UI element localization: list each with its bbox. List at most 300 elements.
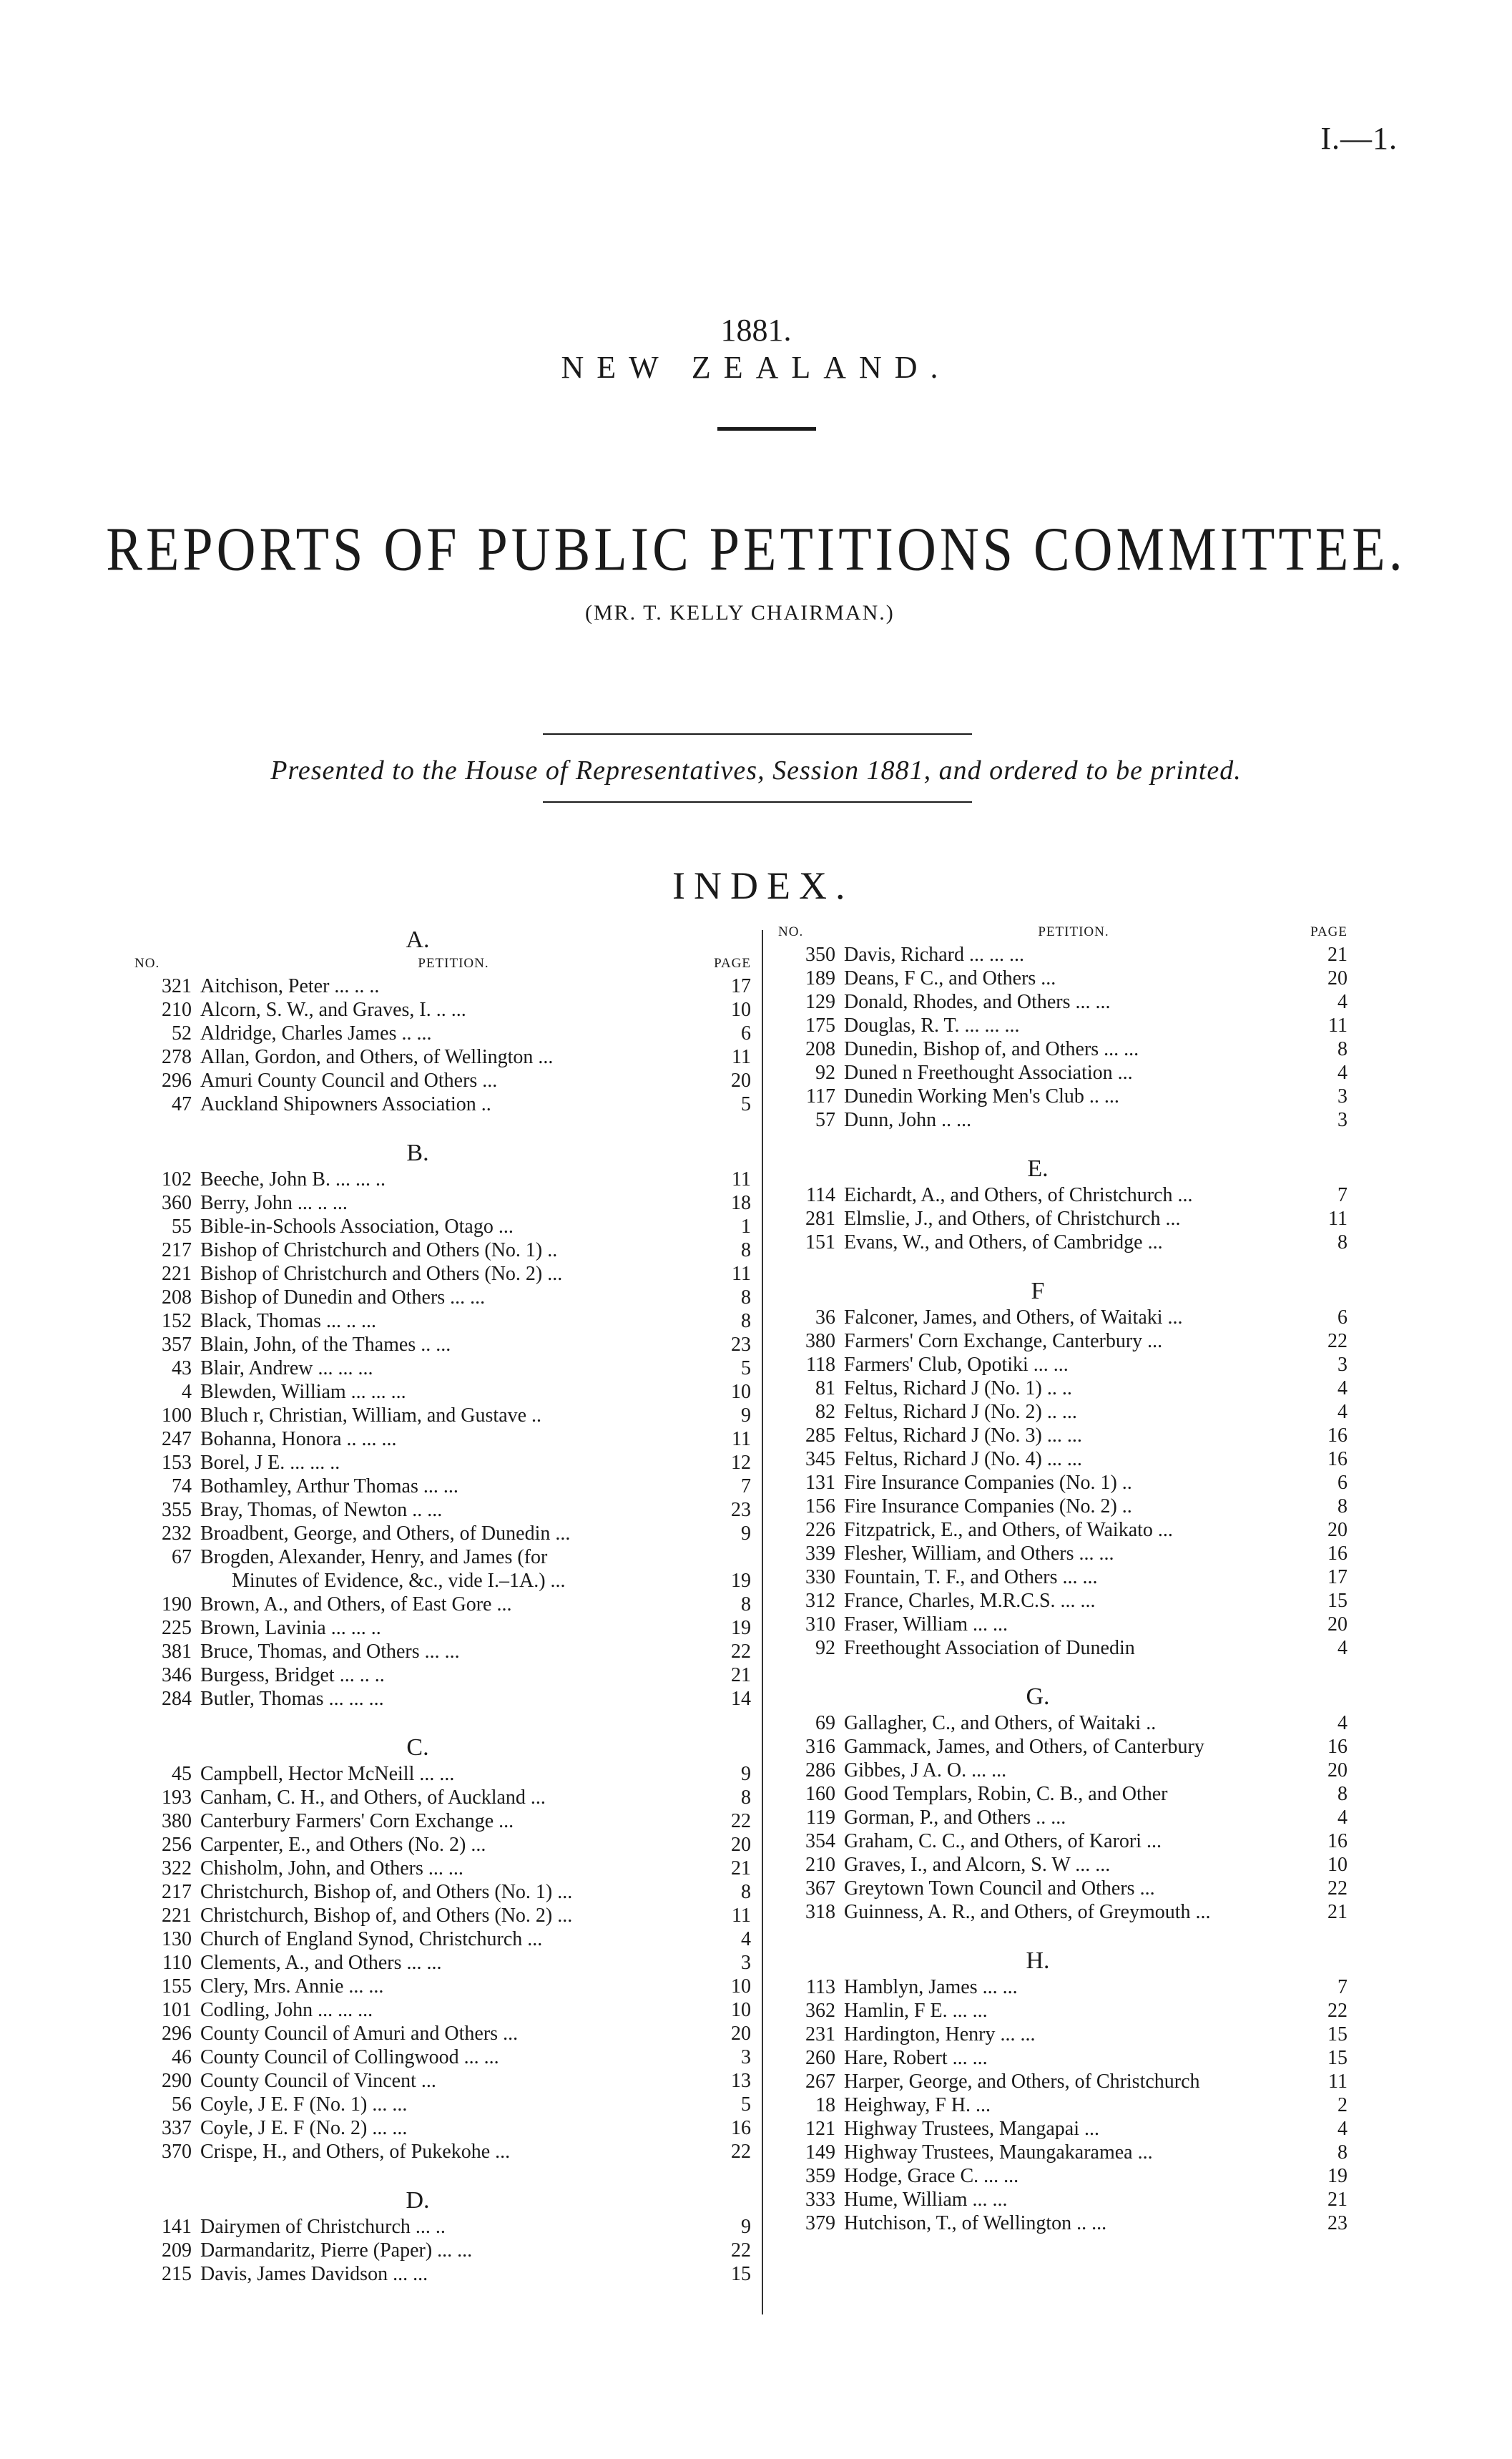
entry-petition: Fire Insurance Companies (No. 1) .. <box>844 1472 1132 1494</box>
entry-petition: Allan, Gordon, and Others, of Wellington ... <box>200 1046 554 1068</box>
index-entry <box>134 1069 751 1092</box>
year: 1881. <box>720 313 792 348</box>
index-entry <box>134 2069 751 2093</box>
entry-page: 8 <box>1337 2141 1347 2164</box>
index-entry <box>778 1207 1347 1231</box>
entry-number: 130 <box>162 1928 192 1950</box>
entry-page: 4 <box>1337 1401 1347 1423</box>
entry-petition: Darmandaritz, Pierre (Paper) ... ... <box>200 2239 473 2262</box>
section-letter: E. <box>1027 1155 1049 1182</box>
entry-number: 119 <box>806 1807 835 1829</box>
index-entry <box>778 1900 1347 1924</box>
index-entry <box>778 1759 1347 1782</box>
section-letter: A. <box>406 927 430 953</box>
column-header-petition: PETITION. <box>418 956 489 971</box>
entry-number: 149 <box>805 2141 835 2164</box>
entry-page: 21 <box>1327 1901 1347 1923</box>
entry-petition: County Council of Amuri and Others ... <box>200 2023 519 2045</box>
entry-petition: Bruce, Thomas, and Others ... ... <box>200 1641 460 1663</box>
entry-page: 20 <box>1327 1613 1347 1636</box>
index-entry <box>134 1951 751 1975</box>
entry-number: 81 <box>815 1377 835 1399</box>
entry-page: 18 <box>731 1192 751 1214</box>
entry-number: 47 <box>172 1093 192 1115</box>
entry-number: 247 <box>162 1428 192 1450</box>
presented-rule-bottom <box>543 801 972 803</box>
index-entry <box>134 1569 751 1593</box>
entry-number: 337 <box>162 2117 192 2139</box>
index-entry <box>778 1306 1347 1329</box>
entry-page: 15 <box>1327 1590 1347 1612</box>
entry-petition: Clements, A., and Others ... ... <box>200 1952 442 1974</box>
index-entry <box>134 1404 751 1427</box>
index-entry <box>134 1427 751 1451</box>
entry-page: 20 <box>1327 1519 1347 1541</box>
entry-petition: Bluch r, Christian, William, and Gustave .. <box>200 1404 542 1427</box>
entry-page: 6 <box>1337 1472 1347 1494</box>
entry-number: 113 <box>806 1976 835 1998</box>
entry-page: 21 <box>731 1664 751 1686</box>
entry-petition: Dunn, John .. ... <box>844 1109 972 1131</box>
entry-number: 350 <box>805 944 835 966</box>
entry-page: 21 <box>1327 2189 1347 2211</box>
index-entry <box>134 1168 751 1191</box>
index-entry <box>778 2046 1347 2070</box>
entry-petition: Aldridge, Charles James .. ... <box>200 1022 432 1045</box>
entry-number: 67 <box>172 1546 192 1568</box>
index-entry <box>778 1495 1347 1518</box>
entry-number: 354 <box>805 1830 835 1852</box>
entry-petition: Campbell, Hector McNeill ... ... <box>200 1763 455 1785</box>
entry-number: 281 <box>805 1208 835 1230</box>
entry-page: 16 <box>1327 1424 1347 1447</box>
column-header-no: NO. <box>134 956 160 971</box>
index-entry <box>778 2211 1347 2235</box>
index-entry <box>134 1687 751 1711</box>
entry-petition: Feltus, Richard J (No. 1) .. .. <box>844 1377 1072 1399</box>
entry-number: 56 <box>172 2093 192 2116</box>
index-entry <box>134 2215 751 2239</box>
entry-petition: Blain, John, of the Thames .. ... <box>200 1334 451 1356</box>
entry-petition: Berry, John ... .. ... <box>200 1192 348 1214</box>
entry-petition: Feltus, Richard J (No. 3) ... ... <box>844 1424 1082 1447</box>
index-entry <box>134 1238 751 1262</box>
entry-petition: Gorman, P., and Others .. ... <box>844 1807 1066 1829</box>
entry-number: 360 <box>162 1192 192 1214</box>
entry-petition: Gammack, James, and Others, of Canterbury <box>844 1736 1204 1758</box>
entry-page: 19 <box>731 1570 751 1592</box>
entry-petition: Alcorn, S. W., and Graves, I. .. ... <box>200 999 466 1021</box>
index-entry <box>778 2117 1347 2141</box>
entry-number: 69 <box>815 1712 835 1734</box>
entry-page: 22 <box>731 2239 751 2262</box>
entry-page: 11 <box>732 1428 751 1450</box>
index-entry <box>134 1880 751 1904</box>
entry-number: 217 <box>162 1239 192 1261</box>
entry-page: 23 <box>731 1499 751 1521</box>
index-entry <box>134 2022 751 2045</box>
entry-petition: Highway Trustees, Mangapai ... <box>844 2118 1099 2140</box>
index-entry <box>778 1518 1347 1542</box>
index-entry <box>134 1663 751 1687</box>
entry-number: 155 <box>162 1975 192 1998</box>
entry-petition: Clery, Mrs. Annie ... ... <box>200 1975 384 1998</box>
entry-page: 8 <box>741 1786 751 1809</box>
entry-number: 316 <box>805 1736 835 1758</box>
entry-page: 11 <box>732 1905 751 1927</box>
entry-petition: Canham, C. H., and Others, of Auckland ... <box>200 1786 546 1809</box>
entry-petition: Eichardt, A., and Others, of Christchurch ... <box>844 1184 1193 1206</box>
entry-petition: Hamblyn, James ... ... <box>844 1976 1018 1998</box>
entry-petition: Dairymen of Christchurch ... .. <box>200 2216 446 2238</box>
entry-number: 226 <box>805 1519 835 1541</box>
entry-petition: Evans, W., and Others, of Cambridge ... <box>844 1231 1163 1253</box>
index-entry <box>778 1999 1347 2023</box>
entry-page: 8 <box>1337 1231 1347 1253</box>
column-header <box>134 954 751 973</box>
entry-petition: County Council of Collingwood ... ... <box>200 2046 499 2068</box>
entry-page: 7 <box>1337 1976 1347 1998</box>
entry-number: 141 <box>162 2216 192 2238</box>
entry-petition: Coyle, J E. F (No. 1) ... ... <box>200 2093 408 2116</box>
entry-number: 210 <box>162 999 192 1021</box>
entry-number: 55 <box>172 1216 192 1238</box>
entry-number: 278 <box>162 1046 192 1068</box>
index-entry <box>134 1191 751 1215</box>
entry-page: 5 <box>741 2093 751 2116</box>
entry-page: 3 <box>1337 1085 1347 1108</box>
entry-number: 379 <box>805 2212 835 2234</box>
entry-petition: Bishop of Dunedin and Others ... ... <box>200 1286 486 1309</box>
entry-petition: Fountain, T. F., and Others ... ... <box>844 1566 1098 1588</box>
entry-number: 129 <box>805 991 835 1013</box>
entry-page: 15 <box>1327 2023 1347 2045</box>
entry-page: 4 <box>1337 1712 1347 1734</box>
index-entry <box>134 1809 751 1833</box>
entry-number: 117 <box>806 1085 835 1108</box>
entry-number: 45 <box>172 1763 192 1785</box>
entry-number: 260 <box>805 2047 835 2069</box>
entry-page: 16 <box>1327 1736 1347 1758</box>
entry-petition: Feltus, Richard J (No. 4) ... ... <box>844 1448 1082 1470</box>
section-gap <box>134 1116 751 1136</box>
entry-page: 8 <box>741 1593 751 1615</box>
entry-page: 3 <box>1337 1354 1347 1376</box>
entry-page: 11 <box>732 1168 751 1191</box>
index-entry <box>778 1400 1347 1424</box>
index-entry <box>778 1877 1347 1900</box>
entry-page: 4 <box>1337 1637 1347 1659</box>
entry-petition: Graves, I., and Alcorn, S. W ... ... <box>844 1854 1111 1876</box>
entry-petition: Farmers' Club, Opotiki ... ... <box>844 1354 1069 1376</box>
index-entry <box>778 967 1347 990</box>
index-entry <box>134 2093 751 2116</box>
entry-number: 231 <box>805 2023 835 2045</box>
index-entry <box>778 1782 1347 1806</box>
entry-petition: Borel, J E. ... ... .. <box>200 1452 340 1474</box>
entry-page: 22 <box>731 1641 751 1663</box>
entry-petition: Farmers' Corn Exchange, Canterbury ... <box>844 1330 1163 1352</box>
index-entry <box>778 1829 1347 1853</box>
entry-number: 322 <box>162 1857 192 1879</box>
index-entry <box>134 1309 751 1333</box>
entry-page: 7 <box>741 1475 751 1497</box>
entry-number: 82 <box>815 1401 835 1423</box>
entry-number: 333 <box>805 2189 835 2211</box>
entry-number: 215 <box>162 2263 192 2285</box>
entry-page: 4 <box>1337 1062 1347 1084</box>
entry-petition: Beeche, John B. ... ... .. <box>200 1168 386 1191</box>
entry-page: 22 <box>1327 2000 1347 2022</box>
entry-page: 22 <box>1327 1330 1347 1352</box>
entry-page: 8 <box>741 1239 751 1261</box>
entry-number: 232 <box>162 1522 192 1545</box>
entry-page: 22 <box>731 1810 751 1832</box>
entry-number: 193 <box>162 1786 192 1809</box>
index-entry <box>778 2093 1347 2117</box>
section-letter: H. <box>1026 1947 1050 1974</box>
entry-petition: Guinness, A. R., and Others, of Greymouth ... <box>844 1901 1211 1923</box>
entry-page: 11 <box>732 1263 751 1285</box>
entry-petition: Harper, George, and Others, of Christchurch <box>844 2071 1200 2093</box>
entry-petition: Greytown Town Council and Others ... <box>844 1877 1155 1900</box>
index-entry <box>134 1333 751 1356</box>
entry-petition: Hamlin, F E. ... ... <box>844 2000 988 2022</box>
index-entry <box>778 1353 1347 1377</box>
section-letter: G. <box>1026 1683 1050 1710</box>
entry-petition: Bohanna, Honora .. ... ... <box>200 1428 397 1450</box>
entry-page: 4 <box>741 1928 751 1950</box>
entry-petition: Davis, Richard ... ... ... <box>844 944 1024 966</box>
entry-page: 16 <box>1327 1448 1347 1470</box>
entry-petition: Highway Trustees, Maungakaramea ... <box>844 2141 1153 2164</box>
entry-petition: Hume, William ... ... <box>844 2189 1008 2211</box>
entry-number: 43 <box>172 1357 192 1379</box>
entry-page: 10 <box>731 1999 751 2021</box>
index-entry <box>778 1636 1347 1660</box>
entry-number: 156 <box>805 1495 835 1517</box>
entry-page: 19 <box>1327 2165 1347 2187</box>
entry-page: 15 <box>1327 2047 1347 2069</box>
entry-page: 3 <box>741 1952 751 1974</box>
entry-petition: Brown, Lavinia ... ... .. <box>200 1617 381 1639</box>
entry-page: 11 <box>1328 1015 1347 1037</box>
entry-petition: Burgess, Bridget ... .. .. <box>200 1664 385 1686</box>
entry-number: 318 <box>805 1901 835 1923</box>
entry-number: 100 <box>162 1404 192 1427</box>
entry-petition: Gallagher, C., and Others, of Waitaki .. <box>844 1712 1157 1734</box>
entry-page: 17 <box>731 975 751 997</box>
index-entry <box>134 998 751 1022</box>
index-entry <box>778 1711 1347 1735</box>
entry-petition: Blair, Andrew ... ... ... <box>200 1357 373 1379</box>
index-entry <box>134 1857 751 1880</box>
index-entry <box>134 1045 751 1069</box>
column-header-page: PAGE <box>1310 924 1347 939</box>
section-gap <box>778 1660 1347 1680</box>
index-entry <box>778 1085 1347 1108</box>
entry-petition: Fire Insurance Companies (No. 2) .. <box>844 1495 1132 1517</box>
entry-number: 190 <box>162 1593 192 1615</box>
entry-petition: Amuri County Council and Others ... <box>200 1070 498 1092</box>
entry-number: 118 <box>806 1354 835 1376</box>
entry-page: 11 <box>732 1046 751 1068</box>
title-rule <box>717 427 816 431</box>
column-header-no: NO. <box>778 924 804 939</box>
entry-page: 20 <box>731 2023 751 2045</box>
entry-petition: Christchurch, Bishop of, and Others (No. 2) ... <box>200 1905 573 1927</box>
entry-number: 121 <box>805 2118 835 2140</box>
entry-number: 345 <box>805 1448 835 1470</box>
entry-number: 210 <box>805 1854 835 1876</box>
entry-number: 131 <box>805 1472 835 1494</box>
entry-petition: Good Templars, Robin, C. B., and Other <box>844 1783 1168 1805</box>
entry-petition: Canterbury Farmers' Corn Exchange ... <box>200 1810 514 1832</box>
entry-page: 11 <box>1328 2071 1347 2093</box>
index-entry <box>134 1616 751 1640</box>
entry-petition: France, Charles, M.R.C.S. ... ... <box>844 1590 1096 1612</box>
entry-page: 1 <box>741 1216 751 1238</box>
section-letter: F <box>1031 1278 1045 1304</box>
index-entry <box>778 1061 1347 1085</box>
entry-number: 114 <box>806 1184 835 1206</box>
entry-number: 381 <box>162 1641 192 1663</box>
entry-petition: Brogden, Alexander, Henry, and James (for <box>200 1546 548 1568</box>
section-gap <box>134 2164 751 2184</box>
entry-petition: Dunedin, Bishop of, and Others ... ... <box>844 1038 1139 1060</box>
index-entry <box>778 2188 1347 2211</box>
section-gap <box>134 1711 751 1731</box>
index-entry <box>134 1380 751 1404</box>
entry-petition: Codling, John ... ... ... <box>200 1999 373 2021</box>
entry-number: 189 <box>805 967 835 989</box>
index-entry <box>134 1593 751 1616</box>
index-entry <box>778 2023 1347 2046</box>
index-entry <box>778 2141 1347 2164</box>
entry-page: 11 <box>1328 1208 1347 1230</box>
index-entry <box>778 1471 1347 1495</box>
index-entry <box>134 1786 751 1809</box>
column-header-petition: PETITION. <box>1038 924 1109 939</box>
entry-petition: Bothamley, Arthur Thomas ... ... <box>200 1475 458 1497</box>
entry-page: 21 <box>731 1857 751 1879</box>
entry-petition: Bray, Thomas, of Newton .. ... <box>200 1499 443 1521</box>
index-entry <box>134 1215 751 1238</box>
index-entry <box>778 1183 1347 1207</box>
entry-petition: Bishop of Christchurch and Others (No. 1) .. <box>200 1239 558 1261</box>
entry-petition: Black, Thomas ... .. ... <box>200 1310 377 1332</box>
entry-petition: Fraser, William ... ... <box>844 1613 1008 1636</box>
index-entry <box>778 1613 1347 1636</box>
entry-number: 284 <box>162 1688 192 1710</box>
entry-petition: Hutchison, T., of Wellington .. ... <box>844 2212 1107 2234</box>
index-entry <box>778 1108 1347 1132</box>
entry-page: 7 <box>1337 1184 1347 1206</box>
section-letter: C. <box>406 1734 429 1761</box>
entry-page: 8 <box>741 1881 751 1903</box>
entry-petition: Donald, Rhodes, and Others ... ... <box>844 991 1111 1013</box>
document-code: I.—1. <box>1320 121 1398 156</box>
index-entry <box>778 1424 1347 1447</box>
index-entry <box>134 1833 751 1857</box>
entry-page: 20 <box>1327 967 1347 989</box>
entry-petition: Davis, James Davidson ... ... <box>200 2263 428 2285</box>
entry-number: 217 <box>162 1881 192 1903</box>
entry-number: 285 <box>805 1424 835 1447</box>
entry-page: 4 <box>1337 2118 1347 2140</box>
index-entry <box>134 1022 751 1045</box>
index-entry <box>778 990 1347 1014</box>
index-entry <box>134 1498 751 1522</box>
entry-number: 74 <box>172 1475 192 1497</box>
entry-petition: Flesher, William, and Others ... ... <box>844 1543 1114 1565</box>
index-entry <box>134 1640 751 1663</box>
entry-number: 256 <box>162 1834 192 1856</box>
entry-petition: Fitzpatrick, E., and Others, of Waikato ... <box>844 1519 1173 1541</box>
entry-number: 175 <box>805 1015 835 1037</box>
section-gap <box>778 1132 1347 1152</box>
index-entry <box>778 2070 1347 2093</box>
entry-number: 208 <box>805 1038 835 1060</box>
entry-petition: Duned n Freethought Association ... <box>844 1062 1133 1084</box>
index-entry <box>778 943 1347 967</box>
entry-number: 321 <box>162 975 192 997</box>
presented-line: Presented to the House of Representatives, Session 1881, and ordered to be printed. <box>270 756 1242 786</box>
entry-petition: Bishop of Christchurch and Others (No. 2) ... <box>200 1263 563 1285</box>
entry-page: 6 <box>1337 1306 1347 1329</box>
entry-page: 23 <box>731 1334 751 1356</box>
index-entry <box>778 1014 1347 1037</box>
entry-petition: Blewden, William ... ... ... <box>200 1381 406 1403</box>
index-entry <box>134 1286 751 1309</box>
presented-rule-top <box>543 733 972 735</box>
index-entry <box>778 2164 1347 2188</box>
entry-page: 22 <box>1327 1877 1347 1900</box>
entry-number: 110 <box>162 1952 192 1974</box>
entry-page: 5 <box>741 1093 751 1115</box>
entry-petition: Elmslie, J., and Others, of Christchurch ... <box>844 1208 1181 1230</box>
entry-petition: Freethought Association of Dunedin <box>844 1637 1135 1659</box>
entry-page: 15 <box>731 2263 751 2285</box>
index-entry <box>778 1329 1347 1353</box>
entry-number: 36 <box>815 1306 835 1329</box>
index-column-left <box>134 923 751 2286</box>
index-entry <box>134 1522 751 1545</box>
entry-page: 4 <box>1337 1807 1347 1829</box>
entry-page: 9 <box>741 1763 751 1785</box>
entry-number: 357 <box>162 1334 192 1356</box>
entry-page: 3 <box>741 2046 751 2068</box>
entry-page: 9 <box>741 1522 751 1545</box>
entry-page: 10 <box>731 1381 751 1403</box>
entry-petition: Brown, A., and Others, of East Gore ... <box>200 1593 512 1615</box>
entry-page: 3 <box>1337 1109 1347 1131</box>
entry-petition: Hodge, Grace C. ... ... <box>844 2165 1019 2187</box>
section-gap <box>778 1254 1347 1274</box>
entry-petition: Butler, Thomas ... ... ... <box>200 1688 384 1710</box>
section-letter: B. <box>406 1140 429 1166</box>
entry-number: 290 <box>162 2070 192 2092</box>
entry-number: 380 <box>162 1810 192 1832</box>
entry-page: 8 <box>741 1286 751 1309</box>
entry-number: 286 <box>805 1759 835 1781</box>
entry-page: 8 <box>741 1310 751 1332</box>
entry-page: 4 <box>1337 991 1347 1013</box>
entry-page: 17 <box>1327 1566 1347 1588</box>
entry-number: 152 <box>162 1310 192 1332</box>
index-entry <box>134 1927 751 1951</box>
entry-page: 10 <box>731 999 751 1021</box>
